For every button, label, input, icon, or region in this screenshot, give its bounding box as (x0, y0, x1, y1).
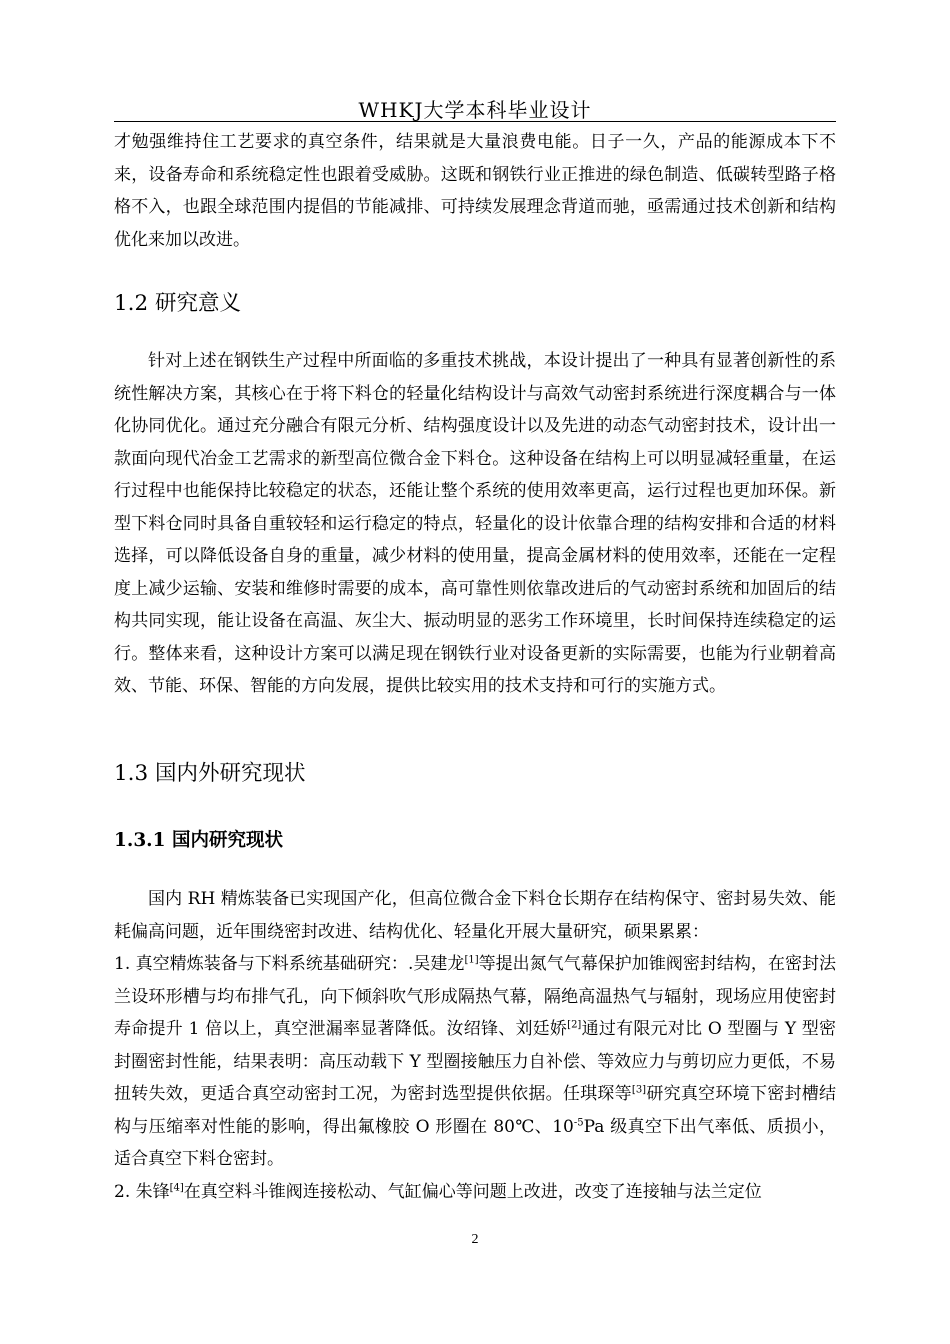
list-item-1 (114, 948, 836, 1176)
section-1-2-paragraph: 针对上述在钢铁生产过程中所面临的多重技术挑战，本设计提出了一种具有显著创新性的系统性解决方案，其核心在于将下料仓的轻量化结构设计与高效气动密封系统进行深度耦合与一体化协同优化。通过充分融合有限元分析、结构强度设计以及先进的动态气动密封技术，设计出一款面向现代冶金工艺需求的新型高位微合金下料仓。这种设备在结构上可以明显减轻重量，在运行过程中也能保持比较稳定的状态，还能让整个系统的使用效率更高，运行过程也更加环保。新型下料仓同时具备自重较轻和运行稳定的特点，轻量化的设计依靠合理的结构安排和合适的材料选择，可以降低设备自身的重量，减少材料的使用量，提高金属材料的使用效率，还能在一定程度上减少运输、安装和维修时需要的成本，高可靠性则依靠改进后的气动密封系统和加固后的结构共同实现，能让设备在高温、灰尘大、振动明显的恶劣工作环境里，长时间保持连续稳定的运行。整体来看，这种设计方案可以满足现在钢铁行业对设备更新的实际需要，也能为行业朝着高效、节能、环保、智能的方向发展，提供比较实用的技术支持和可行的实施方式。 (114, 351, 836, 696)
list-item-1-text-d: 研究真空环境下密封槽结构与压缩率对性能的影响，得出氟橡胶 O 形圈在 80℃、10 (114, 1084, 836, 1137)
section-1-3-1-body (114, 883, 836, 1208)
section-heading-1-3-1: 1.3.1 国内研究现状 (114, 830, 283, 851)
section-heading-1-2: 1.2 研究意义 (114, 291, 242, 316)
exponent: -5 (573, 1116, 584, 1128)
citation-ref-1: [1] (464, 954, 479, 966)
page-number: 2 (471, 1232, 479, 1247)
section-1-3-1-intro: 国内 RH 精炼装备已实现国产化，但高位微合金下料仓长期存在结构保守、密封易失效、能耗偏高问题，近年围绕密封改进、结构优化、轻量化开展大量研究，硕果累累： (114, 889, 836, 942)
list-item-1-text-e: Pa 级真空下出气率低、质损小，适合真空下料仓密封。 (114, 1116, 836, 1169)
header-rule (114, 121, 836, 122)
list-item-2-text-a: 2. 朱锋 (114, 1181, 170, 1202)
intro-paragraph-block (114, 126, 836, 256)
intro-paragraph: 才勉强维持住工艺要求的真空条件，结果就是大量浪费电能。日子一久，产品的能源成本下不来，设备寿命和系统稳定性也跟着受威胁。这既和钢铁行业正推进的绿色制造、低碳转型路子格格不入，也跟全球范围内提倡的节能减排、可持续发展理念背道而驰，亟需通过技术创新和结构优化来加以改进。 (114, 132, 836, 250)
list-item-2 (114, 1176, 836, 1209)
section-heading-1-3: 1.3 国内外研究现状 (114, 761, 306, 786)
list-item-1-text-b: 等提出氮气气幕保护加锥阀密封结构，在密封法兰设环形槽与均布排气孔，向下倾斜吹气形成隔热气幕，隔绝高温热气与辐射，现场应用使密封寿命提升 1 倍以上，真空泄漏率显著降低。汝绍锋、刘廷娇 (114, 954, 837, 1039)
list-item-2-text-b: 在真空料斗锥阀连接松动、气缸偏心等问题上改进，改变了连接轴与法兰定位 (183, 1181, 762, 1202)
citation-ref-4: [4] (169, 1181, 184, 1193)
citation-ref-2: [2] (567, 1019, 582, 1031)
citation-ref-3: [3] (631, 1084, 647, 1096)
section-1-2-body (114, 345, 836, 703)
page-header-title: WHKJ大学本科毕业设计 (358, 98, 592, 122)
list-item-1-text-c: 通过有限元对比 O 型圈与 Y 型密封圈密封性能，结果表明：高压动载下 Y 型圈接触压力自补偿、等效应力与剪切应力更低，不易扭转失效，更适合真空动密封工况，为密封选型提供依据。任琪琛等 (114, 1019, 836, 1104)
list-item-1-text-a: 1. 真空精炼装备与下料系统基础研究：.吴建龙 (114, 954, 465, 974)
